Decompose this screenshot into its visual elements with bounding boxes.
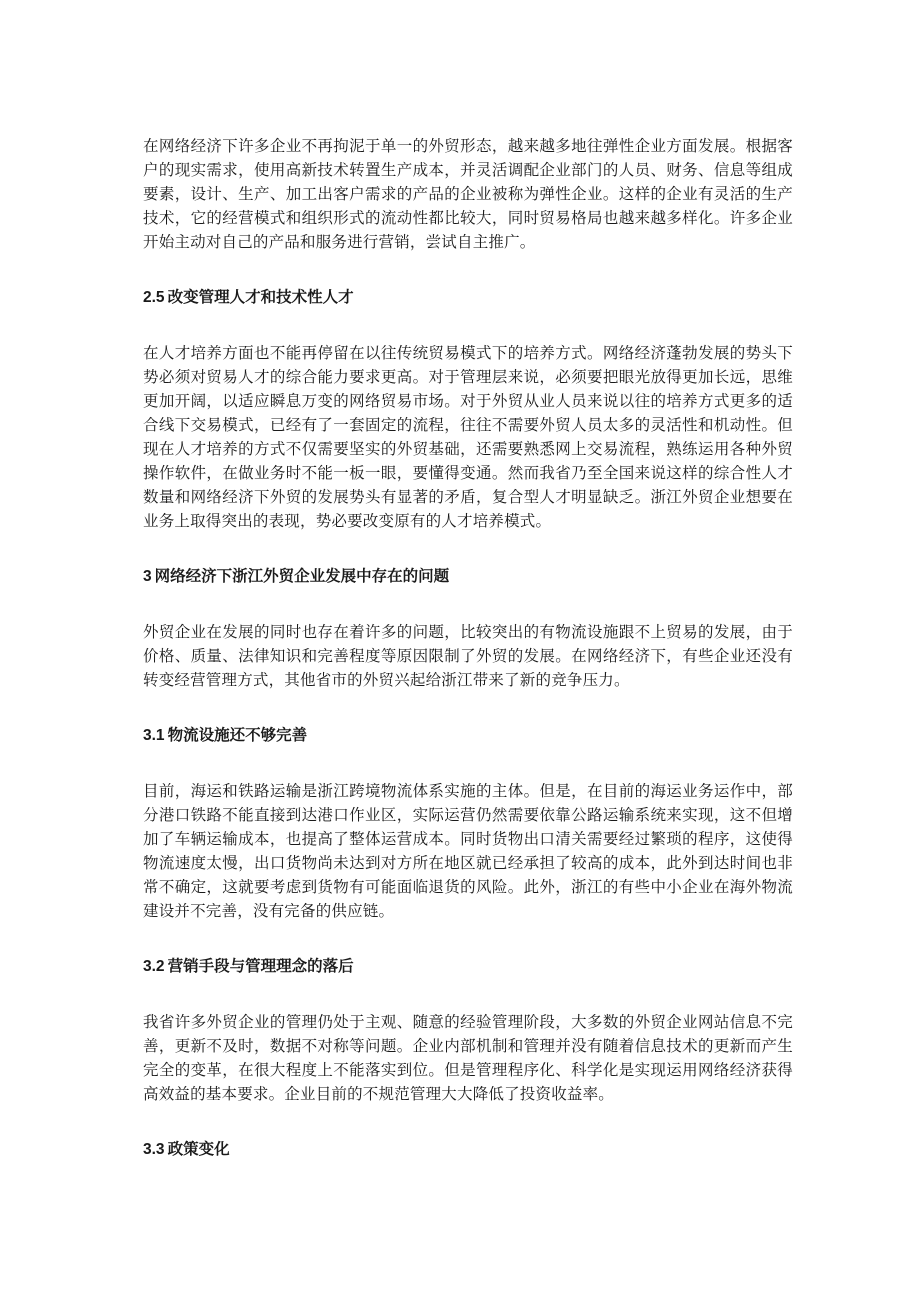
section-heading-3-2 xyxy=(143,954,793,979)
paragraph-flexible-enterprise: 在网络经济下许多企业不再拘泥于单一的外贸形态，越来越多地往弹性企业方面发展。根据客户的现实需求，使用高新技术转置生产成本，并灵活调配企业部门的人员、财务、信息等组成要素，设计、生产、加工出客户需求的产品的企业被称为弹性企业。这样的企业有灵活的生产技术，它的经营模式和组织形式的流动性都比较大，同时贸易格局也越来越多样化。许多企业开始主动对自己的产品和服务进行营销，尝试自主推广。 xyxy=(143,137,793,251)
section-number: 2.5 xyxy=(143,289,165,306)
section-title: 改变管理人才和技术性人才 xyxy=(167,287,354,306)
section-title: 网络经济下浙江外贸企业发展中存在的问题 xyxy=(154,566,450,585)
paragraph-problems-overview: 外贸企业在发展的同时也存在着许多的问题，比较突出的有物流设施跟不上贸易的发展，由于价格、质量、法律知识和完善程度等原因限制了外贸的发展。在网络经济下，有些企业还没有转变经营管理方式，其他省市的外贸兴起给浙江带来了新的竞争压力。 xyxy=(143,623,793,689)
document-body xyxy=(143,134,793,1162)
section-heading-3-3 xyxy=(143,1137,793,1162)
paragraph-marketing-management: 我省许多外贸企业的管理仍处于主观、随意的经验管理阶段，大多数的外贸企业网站信息不完善，更新不及时，数据不对称等问题。企业内部机制和管理并没有随着信息技术的更新而产生完全的变革，在很大程度上不能落实到位。但是管理程序化、科学化是实现运用网络经济获得高效益的基本要求。企业目前的不规范管理大大降低了投资收益率。 xyxy=(143,1013,793,1103)
section-title: 营销手段与管理理念的落后 xyxy=(167,956,354,975)
paragraph-logistics: 目前，海运和铁路运输是浙江跨境物流体系实施的主体。但是，在目前的海运业务运作中，部分港口铁路不能直接到达港口作业区，实际运营仍然需要依靠公路运输系统来实现，这不但增加了车辆运输成本，也提高了整体运营成本。同时货物出口清关需要经过繁琐的程序，这使得物流速度太慢，出口货物尚未达到对方所在地区就已经承担了较高的成本，此外到达时间也非常不确定，这就要考虑到货物有可能面临退货的风险。此外，浙江的有些中小企业在海外物流建设并不完善，没有完备的供应链。 xyxy=(143,782,793,920)
paragraph-talent-training: 在人才培养方面也不能再停留在以往传统贸易模式下的培养方式。网络经济蓬勃发展的势头下势必须对贸易人才的综合能力要求更高。对于管理层来说，必须要把眼光放得更加长远，思维更加开阔，以适应瞬息万变的网络贸易市场。对于外贸从业人员来说以往的培养方式更多的适合线下交易模式，已经有了一套固定的流程，往往不需要外贸人员太多的灵活性和机动性。但现在人才培养的方式不仅需要坚实的外贸基础，还需要熟悉网上交易流程，熟练运用各种外贸操作软件，在做业务时不能一板一眼，要懂得变通。然而我省乃至全国来说这样的综合性人才数量和网络经济下外贸的发展势头有显著的矛盾，复合型人才明显缺乏。浙江外贸企业想要在业务上取得突出的表现，势必要改变原有的人才培养模式。 xyxy=(143,344,793,530)
section-heading-3-1 xyxy=(143,723,793,748)
section-number: 3.3 xyxy=(143,1141,165,1158)
section-number: 3.1 xyxy=(143,727,165,744)
section-number: 3.2 xyxy=(143,958,165,975)
section-number: 3 xyxy=(143,568,152,585)
section-title: 政策变化 xyxy=(167,1139,230,1158)
section-heading-2-5 xyxy=(143,285,793,310)
section-title: 物流设施还不够完善 xyxy=(167,725,308,744)
section-heading-3 xyxy=(143,564,793,589)
